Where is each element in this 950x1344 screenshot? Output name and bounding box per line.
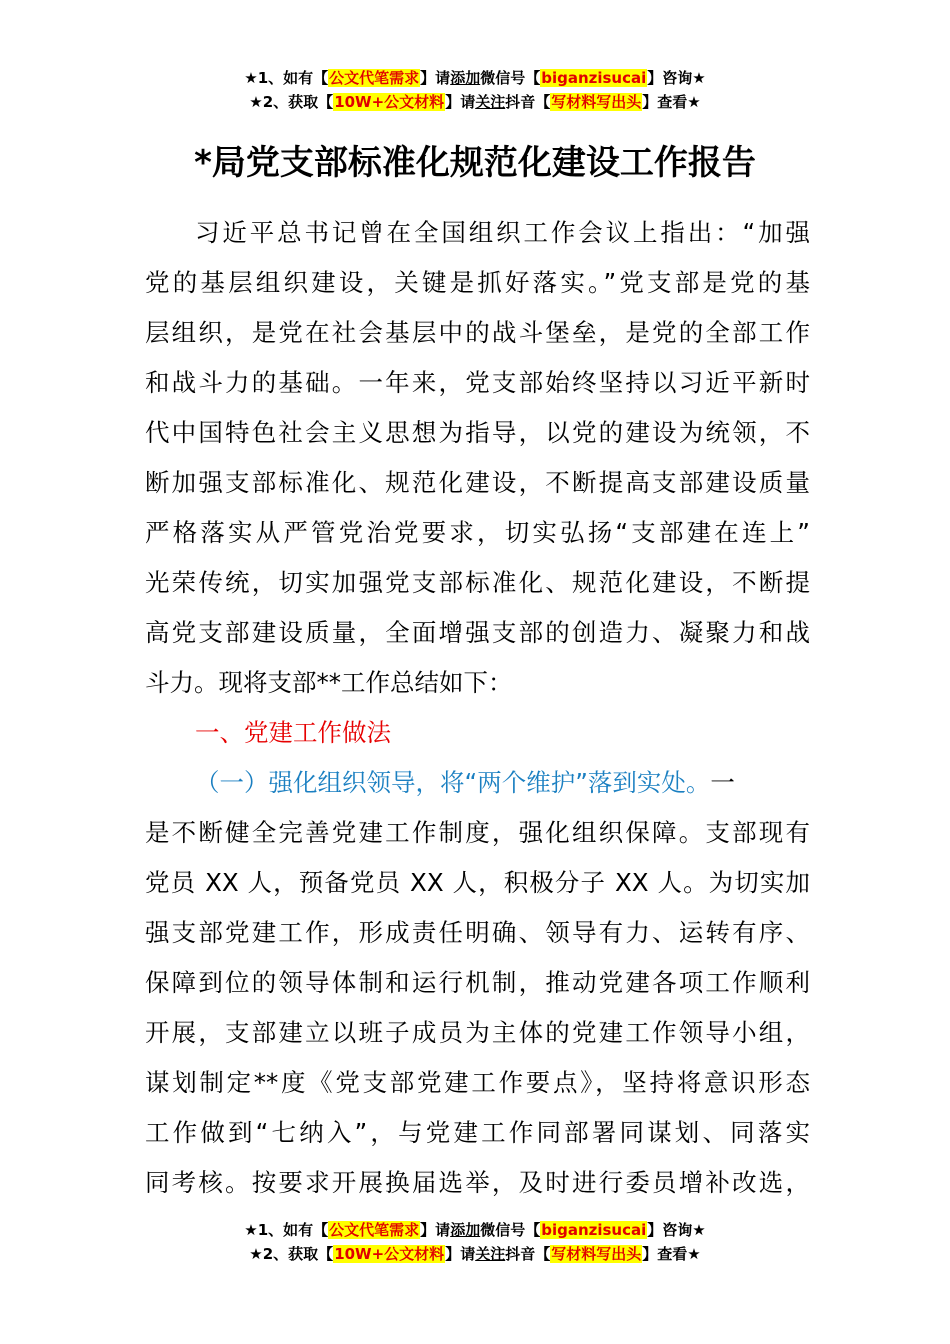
highlight-douyin-id: 写材料写出头 bbox=[551, 93, 642, 111]
paragraph-line: 严格落实从严管党治党要求，切实弘扬“支部建在连上” bbox=[145, 518, 810, 547]
paragraph-line: 高党支部建设质量，全面增强支部的创造力、凝聚力和战 bbox=[145, 618, 810, 647]
header-line-1 bbox=[0, 66, 950, 90]
paragraph-line: 工作做到“七纳入”，与党建工作同部署同谋划、同落实 bbox=[145, 1118, 810, 1147]
paragraph-line: 是不断健全完善党建工作制度，强化组织保障。支部现有 bbox=[145, 818, 810, 847]
paragraph-line: 强支部党建工作，形成责任明确、领导有力、运转有序、 bbox=[145, 918, 810, 947]
subsection-heading: （一）强化组织领导，将“两个维护”落到实处。 bbox=[195, 768, 711, 797]
header-banner bbox=[0, 66, 950, 114]
subsection-line bbox=[145, 758, 810, 808]
paragraph-line: 断加强支部标准化、规范化建设，不断提高支部建设质量 bbox=[145, 468, 810, 497]
header-line-2 bbox=[0, 90, 950, 114]
paragraph-text: 一 bbox=[710, 768, 735, 797]
text: 添加 bbox=[450, 1221, 481, 1239]
highlight-service: 公文代笔需求 bbox=[329, 1221, 420, 1239]
text: 】查看★ bbox=[642, 1245, 701, 1263]
section-heading: 一、党建工作做法 bbox=[195, 718, 391, 747]
paragraph-line: 同考核。按要求开展换届选举，及时进行委员增补改选， bbox=[145, 1168, 810, 1197]
highlight-materials: 10W+公文材料 bbox=[334, 1245, 445, 1263]
text: 关注 bbox=[475, 1245, 506, 1263]
footer-line-2 bbox=[0, 1242, 950, 1266]
text: 】请 bbox=[445, 1245, 476, 1263]
text: 】请 bbox=[420, 69, 451, 87]
text: 微信号【 bbox=[480, 1221, 541, 1239]
highlight-douyin-id: 写材料写出头 bbox=[551, 1245, 642, 1263]
text: ★1、如有【 bbox=[244, 1221, 329, 1239]
text: 添加 bbox=[450, 69, 481, 87]
highlight-service: 公文代笔需求 bbox=[329, 69, 420, 87]
footer-line-1 bbox=[0, 1218, 950, 1242]
highlight-wechat-id: biganzisucai bbox=[541, 1221, 647, 1239]
text: 抖音【 bbox=[505, 1245, 551, 1263]
text: 】请 bbox=[420, 1221, 451, 1239]
paragraph-line: 代中国特色社会主义思想为指导，以党的建设为统领，不 bbox=[145, 418, 810, 447]
text: 】查看★ bbox=[642, 93, 701, 111]
paragraph-line: 层组织，是党在社会基层中的战斗堡垒，是党的全部工作 bbox=[145, 318, 810, 347]
document-title: *局党支部标准化规范化建设工作报告 bbox=[194, 143, 756, 183]
paragraph-line: 党员 XX 人，预备党员 XX 人，积极分子 XX 人。为切实加 bbox=[145, 868, 810, 897]
text: ★1、如有【 bbox=[244, 69, 329, 87]
paragraph-line: 习近平总书记曾在全国组织工作会议上指出：“加强 bbox=[195, 218, 810, 247]
text: 】请 bbox=[445, 93, 476, 111]
paragraph-line: 光荣传统，切实加强党支部标准化、规范化建设，不断提 bbox=[145, 568, 810, 597]
text: 微信号【 bbox=[480, 69, 541, 87]
highlight-materials: 10W+公文材料 bbox=[334, 93, 445, 111]
paragraph-line: 和战斗力的基础。一年来，党支部始终坚持以习近平新时 bbox=[145, 368, 810, 397]
paragraph-line: 党的基层组织建设，关键是抓好落实。”党支部是党的基 bbox=[145, 268, 810, 297]
text: 】咨询★ bbox=[647, 69, 706, 87]
footer-banner bbox=[0, 1218, 950, 1266]
document-body bbox=[145, 208, 810, 1208]
paragraph-line: 保障到位的领导体制和运行机制，推动党建各项工作顺利 bbox=[145, 968, 810, 997]
paragraph-line: 谋划制定**度《党支部党建工作要点》，坚持将意识形态 bbox=[145, 1068, 810, 1097]
text: ★2、获取【 bbox=[249, 93, 334, 111]
paragraph-line: 开展，支部建立以班子成员为主体的党建工作领导小组， bbox=[145, 1018, 810, 1047]
text: ★2、获取【 bbox=[249, 1245, 334, 1263]
text: 关注 bbox=[475, 93, 506, 111]
text: 抖音【 bbox=[505, 93, 551, 111]
paragraph-line: 斗力。现将支部**工作总结如下： bbox=[145, 668, 513, 697]
text: 】咨询★ bbox=[647, 1221, 706, 1239]
highlight-wechat-id: biganzisucai bbox=[541, 69, 647, 87]
